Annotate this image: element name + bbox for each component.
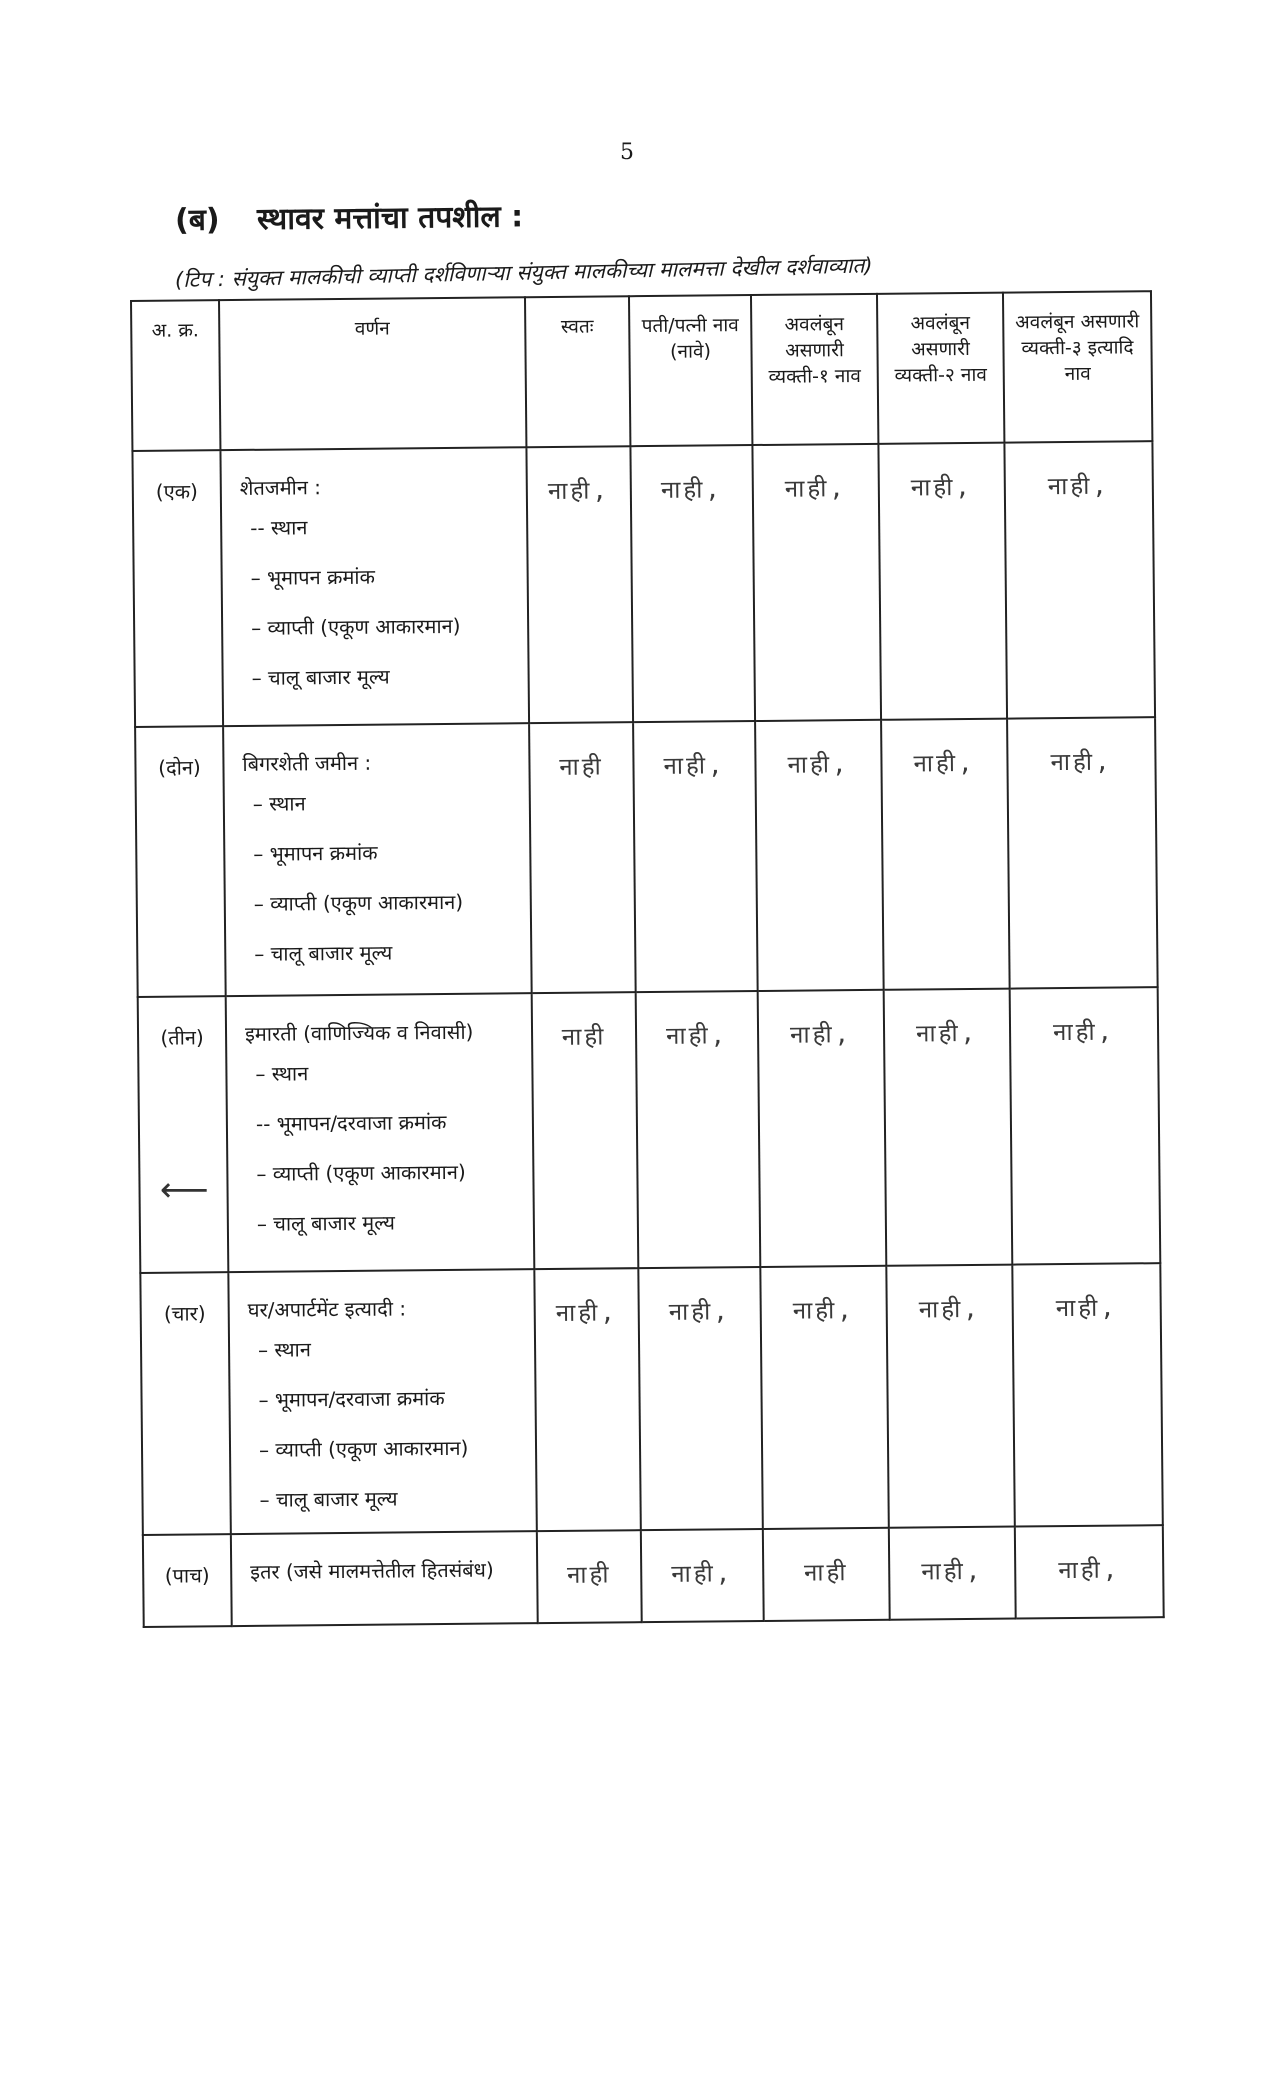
value-self: नाही: [529, 722, 636, 993]
row-sub-item: – चालू बाजार मूल्य: [254, 940, 393, 966]
header-dependent-3: अवलंबून असणारी व्यक्ती-३ इत्यादि नाव: [1003, 291, 1152, 442]
table-row: [140, 1263, 1162, 1535]
row-serial: (दोन): [135, 726, 226, 997]
row-title: घर/अपार्टमेंट इत्यादी :: [247, 1296, 407, 1322]
row-sub-item: – भूमापन क्रमांक: [250, 564, 376, 590]
row-serial: (एक): [132, 450, 223, 727]
table-row: [143, 1525, 1164, 1627]
value-spouse: नाही,: [638, 1267, 763, 1530]
row-sub-item: – चालू बाजार मूल्य: [259, 1486, 398, 1512]
value-dependent-1: नाही,: [755, 720, 884, 991]
page-number: 5: [620, 140, 634, 165]
value-dependent-3: नाही,: [1012, 1263, 1163, 1526]
value-self: नाही,: [526, 446, 633, 723]
value-spouse: नाही,: [630, 445, 755, 722]
header-self: स्वतः: [525, 296, 630, 447]
row-sub-item: – स्थान: [257, 1337, 312, 1362]
header-spouse: पती/पत्नी नाव (नावे): [629, 295, 752, 446]
row-sub-item: – स्थान: [255, 1061, 309, 1086]
table-row: [138, 987, 1161, 1273]
row-description: [231, 1531, 538, 1626]
value-dependent-3: नाही,: [1004, 441, 1155, 718]
row-sub-item: – भूमापन क्रमांक: [253, 840, 378, 866]
arrow-icon: ⟵: [160, 1170, 209, 1210]
section-heading: [175, 194, 524, 239]
value-dependent-1: नाही: [763, 1528, 890, 1621]
value-dependent-2: नाही,: [878, 443, 1007, 720]
row-description: [226, 993, 535, 1272]
row-sub-item: – चालू बाजार मूल्य: [256, 1210, 395, 1236]
value-dependent-1: नाही,: [752, 444, 881, 721]
row-sub-item: – व्याप्ती (एकूण आकारमान): [258, 1435, 469, 1462]
row-title: बिगरशेती जमीन :: [242, 750, 372, 776]
row-sub-item: – व्याप्ती (एकूण आकारमान): [253, 889, 464, 916]
section-title: स्थावर मत्तांचा तपशील :: [256, 199, 524, 238]
row-serial: (पाच): [143, 1534, 232, 1627]
row-description: [223, 723, 532, 996]
value-self: नाही,: [534, 1268, 641, 1531]
value-self: नाही: [537, 1530, 642, 1623]
value-self: नाही: [532, 992, 639, 1269]
value-dependent-1: नाही,: [758, 990, 887, 1267]
row-sub-item: – व्याप्ती (एकूण आकारमान): [251, 613, 461, 640]
assets-table-wrapper: [130, 290, 1163, 1650]
value-dependent-3: नाही,: [1015, 1525, 1164, 1618]
row-sub-item: -- भूमापन/दरवाजा क्रमांक: [255, 1110, 447, 1136]
value-spouse: नाही,: [636, 991, 761, 1268]
immovable-assets-table: [130, 290, 1165, 1628]
row-description: [220, 447, 529, 726]
table-row: [132, 441, 1155, 727]
row-sub-item: – स्थान: [252, 791, 306, 816]
row-sub-item: – व्याप्ती (एकूण आकारमान): [256, 1159, 466, 1186]
table-header-row: [131, 291, 1152, 451]
row-description: [228, 1269, 537, 1534]
row-title: इमारती (वाणिज्यिक व निवासी): [244, 1019, 474, 1046]
row-sub-item: -- स्थान: [250, 515, 308, 540]
value-spouse: नाही,: [633, 721, 758, 992]
value-dependent-2: नाही,: [886, 1265, 1015, 1528]
row-serial: (तीन): [138, 996, 229, 1273]
value-spouse: नाही,: [641, 1529, 764, 1622]
value-dependent-2: नाही,: [889, 1527, 1016, 1620]
header-serial: अ. क्र.: [131, 300, 220, 451]
row-sub-item: – भूमापन/दरवाजा क्रमांक: [258, 1386, 445, 1412]
row-title: इतर (जसे मालमत्तेतील हितसंबंध): [250, 1557, 494, 1584]
value-dependent-3: नाही,: [1007, 717, 1158, 988]
value-dependent-2: नाही,: [881, 719, 1010, 990]
value-dependent-3: नाही,: [1010, 987, 1161, 1264]
note-text: (टिप : संयुक्त मालकीची व्याप्ती दर्शविणाऱ्या संयुक्त मालकीच्या मालमत्ता देखील दर्शवाव्यात): [174, 253, 873, 292]
header-dependent-2: अवलंबून असणारी व्यक्ती-२ नाव: [877, 293, 1004, 444]
row-title: शेतजमीन :: [239, 475, 322, 500]
value-dependent-1: नाही,: [760, 1266, 889, 1529]
header-description: वर्णन: [219, 297, 526, 450]
row-serial: (चार): [140, 1272, 231, 1535]
value-dependent-2: नाही,: [884, 989, 1013, 1266]
section-letter: (ब): [174, 202, 220, 238]
header-dependent-1: अवलंबून असणारी व्यक्ती-१ नाव: [751, 294, 878, 445]
row-sub-item: – चालू बाजार मूल्य: [251, 664, 390, 690]
table-row: [135, 717, 1158, 997]
